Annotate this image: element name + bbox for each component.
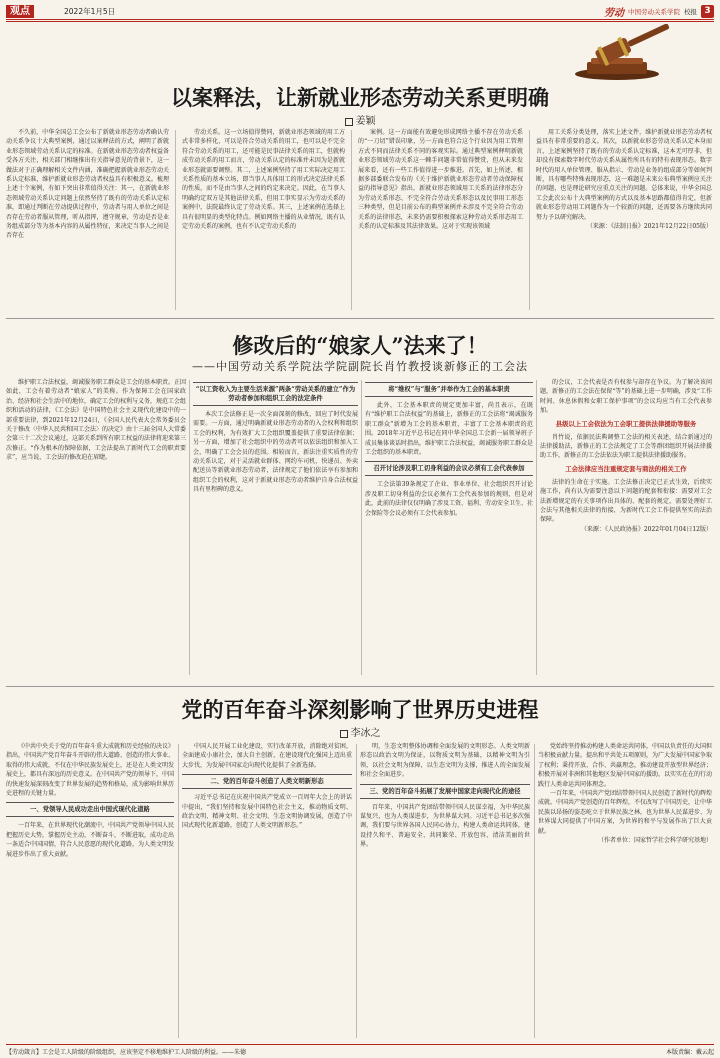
article1-title: 以案释法，让新就业形态劳动关系更明确 — [171, 85, 549, 110]
issue-date: 2022年1月5日 — [64, 6, 116, 16]
article3-text-3b: 百年来，中国共产党团结带领中国人民谋幸福，为中华民族谋复兴，也为人类谋进步，为世界谋大同。习近平总书记多次强调，我们要与世界各国人民同心协力，构建人类命运共同体，建设持久和平、普遍安全、共同繁荣、开放包容、清洁美丽的世界。 — [360, 803, 530, 849]
article2-text-1: 维护职工合法权益，竭诚服务职工群众是工会的基本职责。正因如此，工会有着劳动者“娘家人”的美称。作为保障工会在国家政治、经济和社会生活中的地位，确定工会的权利与义务，规范工会组织和活动的法律，《工会法》是中国特色社会主义现代化建设中的一部重要法律，到2021年12月24日，《全国人民代表大会常务委员会关于修改〈中华人民共和国工会法〉的决定》由十三届全国人大常委会第三十二次会议通过，这部关系到所有职工权益的法律将迎来第三次修正。“作为根本的保障依据，工会法提出了新时代工会的职责要求”，应当说，工会法的修改迫在眉睫。 — [6, 379, 186, 462]
article1-column-2 — [182, 128, 345, 311]
masthead — [6, 4, 714, 18]
brand-logo: 劳动 — [604, 7, 624, 19]
article2-column-3 — [365, 378, 533, 678]
article1-column-4 — [536, 128, 712, 311]
article3-text-1b: 一百年来，在世界现代化潮流中，中国共产党领导中国人民把握历史大势，掌握历史主动，不断奋斗，不断进取，成功走出一条适合中国国情，符合人民意愿的现代化道路，为人类文明发展进步作出了重大贡献。 — [6, 822, 174, 858]
article2-column-4 — [540, 378, 712, 678]
column-rule — [361, 380, 362, 675]
article2-column-1 — [6, 378, 186, 678]
column-rule — [351, 130, 352, 310]
article3-text-4: 党始终坚持推动构建人类命运共同体，中国以负责任的大国担当积极贡献力量。提出和平共处五项原则，为广大发展中国家争取了权利；秉持开放、合作、共赢理念，推动建设开放型世界经济；积极开展对非洲和其他地区发展中国家的援助，以实实在在的行动践行人类命运共同体理念。 — [538, 743, 712, 788]
article2-text-4c: 法律的生命在于实施。工会法修正决定已正式生效，后续实施工作，尚有认为需要注意以下问题的配套和衔接：需要对工会法新增规定的有关事项作出具体的、配套的规定，需要处理好工会法与其他相关法律的衔接，为新时代工会工作提供坚实的法治保障。 — [540, 478, 712, 524]
article2-heading-1: “以工资收入为主要生活来源”两条“劳动关系的建立”作为劳动者参加和组织工会的法定条件 — [193, 382, 358, 406]
page-footer — [6, 1044, 714, 1056]
brand-name: 中国劳动关系学院 — [628, 7, 680, 16]
article3-column-1 — [6, 742, 174, 1040]
article2-heading-3: 召开讨论涉及职工切身利益的会议必须有工会代表参加 — [365, 461, 533, 476]
article3-column-4 — [538, 742, 712, 1040]
article2-subtitle: ——中国劳动关系学院法学院副院长肖竹教授谈新修正的工会法 — [192, 360, 528, 373]
article2-source: （来源：《人民政协报》2022年01月04日12版） — [580, 525, 712, 533]
article3-text-1: 《中共中央关于党的百年奋斗重大成就和历史经验的决议》指出，中国共产党百年奋斗开辟的伟大道路、创造的伟大事业、取得的伟大成就，不仅在中华民族发展史上，还是在人类文明发展史上，都具有深远的历史意义。在中国共产党的领导下，中国的快速发展深刻改变了世界发展的趋势和格局，成为影响世界历史进程的关键力量。 — [6, 743, 174, 798]
column-rule — [356, 744, 357, 1038]
article3-column-3 — [360, 742, 530, 1040]
page-number: 3 — [701, 5, 714, 18]
author-box-icon — [340, 730, 348, 738]
section-tag: 观点 — [6, 5, 34, 18]
article1-text-4: 用工关系分类处理，落实上述文件，维护新就业形态劳动者权益具有非常重要的意义。其次，以新就业形态劳动关系认定本身而言，上述案例坚持了既有的劳动关系认定标准，这本无可厚非，但却没有探索数字时代劳动关系从属性所具有的特有表现形态。数字时代的用人单位管理、服从指示、劳动是业务的组成部分等如何判断，具有哪些特殊表现形态，这一难题是未来公布典型案例应关注的问题，也是理论研究应重点关注的问题。总体来说，中华全国总工会此次公布十大典型案例的方式以及基本思路都值得肯定，但新就业形态劳动用工问题作为一个较新的问题，还需要各方继续共同努力予以研究解决。 — [536, 129, 712, 221]
article2-text-2: 本次工会法修正是一次全面深刻的修改，回应了时代发展需要。一方面，通过明确新就业形态劳动者的入会权利和组织工会的权利，为有效扩大工会组织覆盖提供了重要法律依据；另一方面，增加了社会组织中的劳动者可以依法组织和加入工会，明确了工会会员的范围。相较而言，新法注重实质性的劳动关系认定，对于灵活就业群体、网约车司机、快递员、外卖配送员等新就业形态劳动者，法律规定了他们依法享有参加和组织工会的权利，这对于新就业形态劳动者维护自身合法权益具有里程碑的意义。 — [193, 411, 358, 494]
column-rule — [175, 130, 176, 310]
article3-text-3: 明，生态文明整体协调和全面发展的文明形态。人类文明新形态以政治文明为保证，以物质文明为基础，以精神文明为引领，以社会文明为保障，以生态文明为支撑，推进人的全面发展和社会全面进步。 — [360, 743, 530, 779]
brand — [604, 4, 714, 19]
gavel-illustration — [555, 24, 675, 82]
article2-text-4: 的会议，工会代表是否有权参与却存在争议。为了解决该问题，新修正的工会法在保留“等”的基础上进一步明确，涉及“工作时间、休息休假和女职工保护事项”的会议均应当有工会代表参加。 — [540, 379, 712, 415]
article3-text-2b: 习近平总书记在庆祝中国共产党成立一百周年大会上的讲话中提出，“我们坚持和发展中国特色社会主义，推动物质文明、政治文明、精神文明、社会文明、生态文明协调发展，创造了中国式现代化新道路，创造了人类文明新形态。” — [182, 794, 352, 830]
article-separator — [6, 318, 714, 319]
article3-text-2: 中国人民开展工业化建设，实行改革开放，消除绝对贫困，全面建成小康社会，加大自主创新，在建设现代化强国上迈出重大步伐，为发展中国家走向现代化提供了全新选择。 — [182, 743, 352, 769]
author-box-icon — [345, 118, 353, 126]
column-rule — [189, 380, 190, 675]
article3-heading-1: 一、党领导人民成功走出中国式现代化道路 — [6, 802, 174, 817]
article2-text-3: 此外，工会基本职责的规定更加丰富，尚且表示，在既有“维护职工合法权益”的基础上，新修正的工会法将“竭诚服务职工群众”新增为工会的基本职责，丰富了工会基本职责的范围。2018年习近平总书记在同中华全国总工会新一届领导班子成员集体谈话时指出，维护职工合法权益，竭诚服务职工群众是工会组织的基本职责。 — [365, 402, 533, 457]
article2-text-3b: 工会法第39条规定了企业、事业单位、社会组织召开讨论涉及职工切身利益的会议必须有工会代表参加的规则，但是对此，此前的法律仅仅明确了涉及工资、福利、劳动安全卫生、社会保险等会议必须有工会代表参加。 — [365, 481, 533, 517]
brand-sub: 校报 — [684, 7, 697, 16]
article1-column-3 — [358, 128, 523, 311]
article1-text-2: 劳动关系。这一立场值得赞同，新就业形态领域的用工方式非常多样化，可以是符合劳动关系的用工，也可以是不完全符合劳动关系的用工，还可能是民事法律关系的用工，但就构成劳动关系的用工而言，劳动关系认定的标准并未因为是新就业形态就需要调整。其二，上述案例坚持了用工实际决定用工关系性质的基本立场，即当事人具体用工的形式决定法律关系的性质，而不是由当事人之间的约定来决定。因此，在当事人明确约定双方是其他法律关系，但用工事实显示为劳动关系的案例中，法院最终认定了劳动关系。其三，上述案例在选择上具有很明显的类型化特点。例如网络主播的从业情况，既有认定劳动关系的案例，也有不认定劳动关系的 — [182, 129, 345, 231]
article2-text-4b: 肖竹说，依据民法典调整工会法的相关表述，结合新通过的法律援助法，新修正的工会法规定了工会等群团组织开展法律援助工作，新修正的工会法依法为职工提供法律援助服务。 — [540, 433, 712, 460]
article2-heading-5: 工会法律应当注重规定套与商法的相关工作 — [565, 464, 687, 473]
article3-heading-3: 三、党的百年奋斗拓展了发展中国家走向现代化的途径 — [360, 784, 530, 799]
article1-byline — [0, 112, 720, 127]
footer-quote: 【劳动箴言】工会是工人阶级的阶级组织，应该坚定不移地维护工人阶级的利益。——朱德 — [6, 1049, 247, 1056]
article3-column-2 — [182, 742, 352, 1040]
column-rule — [534, 744, 535, 1038]
article1-column-1 — [6, 128, 169, 311]
article3-heading-2: 二、党的百年奋斗创造了人类文明新形态 — [182, 774, 352, 789]
top-rule-thin — [6, 21, 714, 22]
article1-source: （来源：《法制日报》2021年12月22日05版） — [586, 223, 712, 231]
article2-heading-2: 将“维权”与“服务”并举作为工会的基本职责 — [365, 382, 533, 397]
column-rule — [536, 380, 537, 675]
article2-column-2 — [193, 378, 358, 678]
article1-author: 姜颖 — [355, 116, 376, 127]
article3-byline — [0, 724, 720, 739]
article3-title: 党的百年奋斗深刻影响了世界历史进程 — [181, 697, 539, 722]
column-rule — [178, 744, 179, 1038]
article1-text-1: 不久前，中华全国总工会公布了新就业形态劳动者确认劳动关系争议十大典型案例，通过以案释法的方式，阐明了新就业形态领域劳动关系认定的标准。在新就业形态劳动者权益备受各方关注，相关部门相继推出有关指导意见的背景下，这一做法对于正确理解相关文件内涵，准确把握新就业形态劳动关系认定标准，维护新就业形态劳动者权益具有积极意义。梳理上述十个案例，有如下突出非常值得关注：其一，在新就业形态领域劳动关系认定问题上依然坚持了既有的劳动关系认定标准，即通过判断在劳动提供过程中，劳动者与用人单位之间是否存在劳动者服从管理，听从指挥，遵守规章，劳动是否是业务组成部分等为基本内容的从属性特征，来决定当事人之间是否存在 — [6, 129, 169, 240]
article-separator — [6, 686, 714, 687]
article3-text-4b: 一百年来，中国共产党团结带领中国人民创造了新时代的辉煌成就。中国共产党创造的百年辉煌，不仅改写了中国历史，让中华民族以昂扬的姿态屹立于世界民族之林，也为世界人民谋进步、为世界谋大同提供了中国方案，为世界的和平与发展作出了巨大贡献。 — [538, 790, 712, 835]
article2-heading-4: 县级以上工会依法为工会职工提供法律援助等服务 — [555, 419, 697, 428]
article1-text-3: 案例。这一方面能有效避免形成网络主播不存在劳动关系的“一刀切”错误印象，另一方面也符合这个行业因为用工管理方式不同而法律关系不同的客观实际。通过典型案例释明新就业形态领域劳动关系这一棘手问题非常值得赞赏，但从未来发展来看，还有一些工作值得进一步推进。首先，如上所述，根据多部委联合发布的《关于维护新就业形态劳动者劳动保障权益的指导意见》指出，新就业形态领域用工关系的法律形态分为劳动关系形态、不完全符合劳动关系形态以及民事用工形态三种类型，但是目前公布的典型案例并未涉及不完全符合劳动关系的法律形态，未来仍需要积极探索这种劳动关系形态用工关系的认定标准及其法律效果。这对于实现该领域 — [358, 129, 523, 231]
article3-source: （作者单位：国家哲学社会科学研究基地） — [597, 837, 712, 845]
footer-editor: 本版责编：戴云起 — [665, 1049, 714, 1056]
column-rule — [529, 130, 530, 310]
article2-title: 修改后的“娘家人”法来了！ — [232, 333, 488, 358]
article3-author: 李冰之 — [350, 728, 381, 739]
top-rule — [6, 19, 714, 20]
